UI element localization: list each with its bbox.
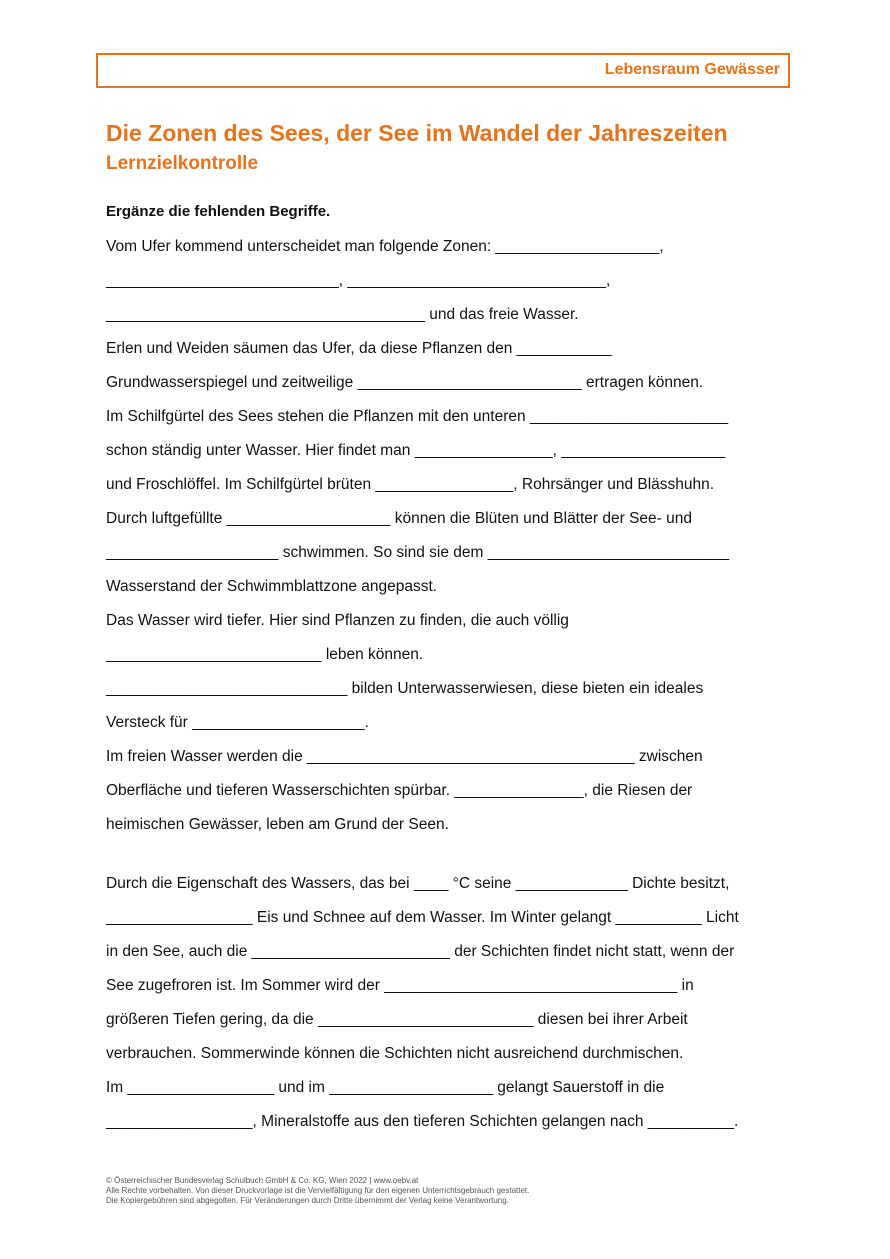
text-line: verbrauchen. Sommerwinde können die Schichten nicht ausreichend durchmischen. [106,1045,684,1062]
footer [106,1176,529,1206]
footer-line: Die Kopiergebühren sind abgegolten. Für Veränderungen durch Dritte übernimmt der Verlag keine Verantwortung. [106,1196,509,1205]
footer-line: Alle Rechte vorbehalten. Von dieser Druckvorlage ist die Vervielfältigung für den eigenen Unterrichtsgebrauch gestattet. [106,1186,530,1195]
text-line: und Froschlöffel. Im Schilfgürtel brüten ________________, Rohrsänger und Blässhuhn. [106,476,715,493]
header-box [96,53,790,88]
worksheet-title: Die Zonen des Sees, der See im Wandel der Jahreszeiten [106,120,728,146]
text-line: _________________________ leben können. [106,646,424,663]
instruction: Ergänze die fehlenden Begriffe. [106,203,331,220]
text-line: Wasserstand der Schwimmblattzone angepasst. [106,578,438,595]
text-line: Vom Ufer kommend unterscheidet man folgende Zonen: ___________________, [106,238,664,255]
text-line: ____________________________ bilden Unterwasserwiesen, diese bieten ein ideales [106,680,704,697]
text-line: Versteck für ____________________. [106,714,369,731]
text-line: größeren Tiefen gering, da die _________________________ diesen bei ihrer Arbeit [106,1011,688,1028]
footer-line: © Österreichischer Bundesverlag Schulbuch GmbH & Co. KG, Wien 2022 | www.oebv.at [106,1176,419,1185]
header-title: Lebensraum Gewässer [604,61,780,78]
text-line: Das Wasser wird tiefer. Hier sind Pflanzen zu finden, die auch völlig [106,612,569,629]
worksheet-subtitle: Lernzielkontrolle [106,153,259,174]
text-line: ___________________________, ______________________________, [106,272,611,289]
text-line: ____________________ schwimmen. So sind sie dem ____________________________ [106,544,730,561]
text-line: See zugefroren ist. Im Sommer wird der __________________________________ in [106,977,694,994]
text-line: Erlen und Weiden säumen das Ufer, da diese Pflanzen den ___________ [106,340,612,357]
text-line: Grundwasserspiegel und zeitweilige __________________________ ertragen können. [106,374,704,391]
text-line: _________________ Eis und Schnee auf dem Wasser. Im Winter gelangt __________ Licht [106,909,739,926]
text-line: schon ständig unter Wasser. Hier findet man ________________, ___________________ [106,442,726,459]
text-line: heimischen Gewässer, leben am Grund der Seen. [106,816,449,833]
text-line: Durch luftgefüllte ___________________ können die Blüten und Blätter der See- und [106,510,693,527]
text-line: _____________________________________ und das freie Wasser. [106,306,579,323]
text-line: Oberfläche und tieferen Wasserschichten spürbar. _______________, die Riesen der [106,782,693,799]
text-line: _________________, Mineralstoffe aus den tieferen Schichten gelangen nach __________. [106,1113,739,1130]
text-line: Im Schilfgürtel des Sees stehen die Pflanzen mit den unteren _______________________ [106,408,729,425]
text-line: Im freien Wasser werden die ______________________________________ zwischen [106,748,703,765]
text-line: in den See, auch die _______________________ der Schichten findet nicht statt, wenn der [106,943,735,960]
text-line: Im _________________ und im ___________________ gelangt Sauerstoff in die [106,1079,665,1096]
text-line: Durch die Eigenschaft des Wassers, das bei ____ °C seine _____________ Dichte besitzt, [106,875,730,892]
